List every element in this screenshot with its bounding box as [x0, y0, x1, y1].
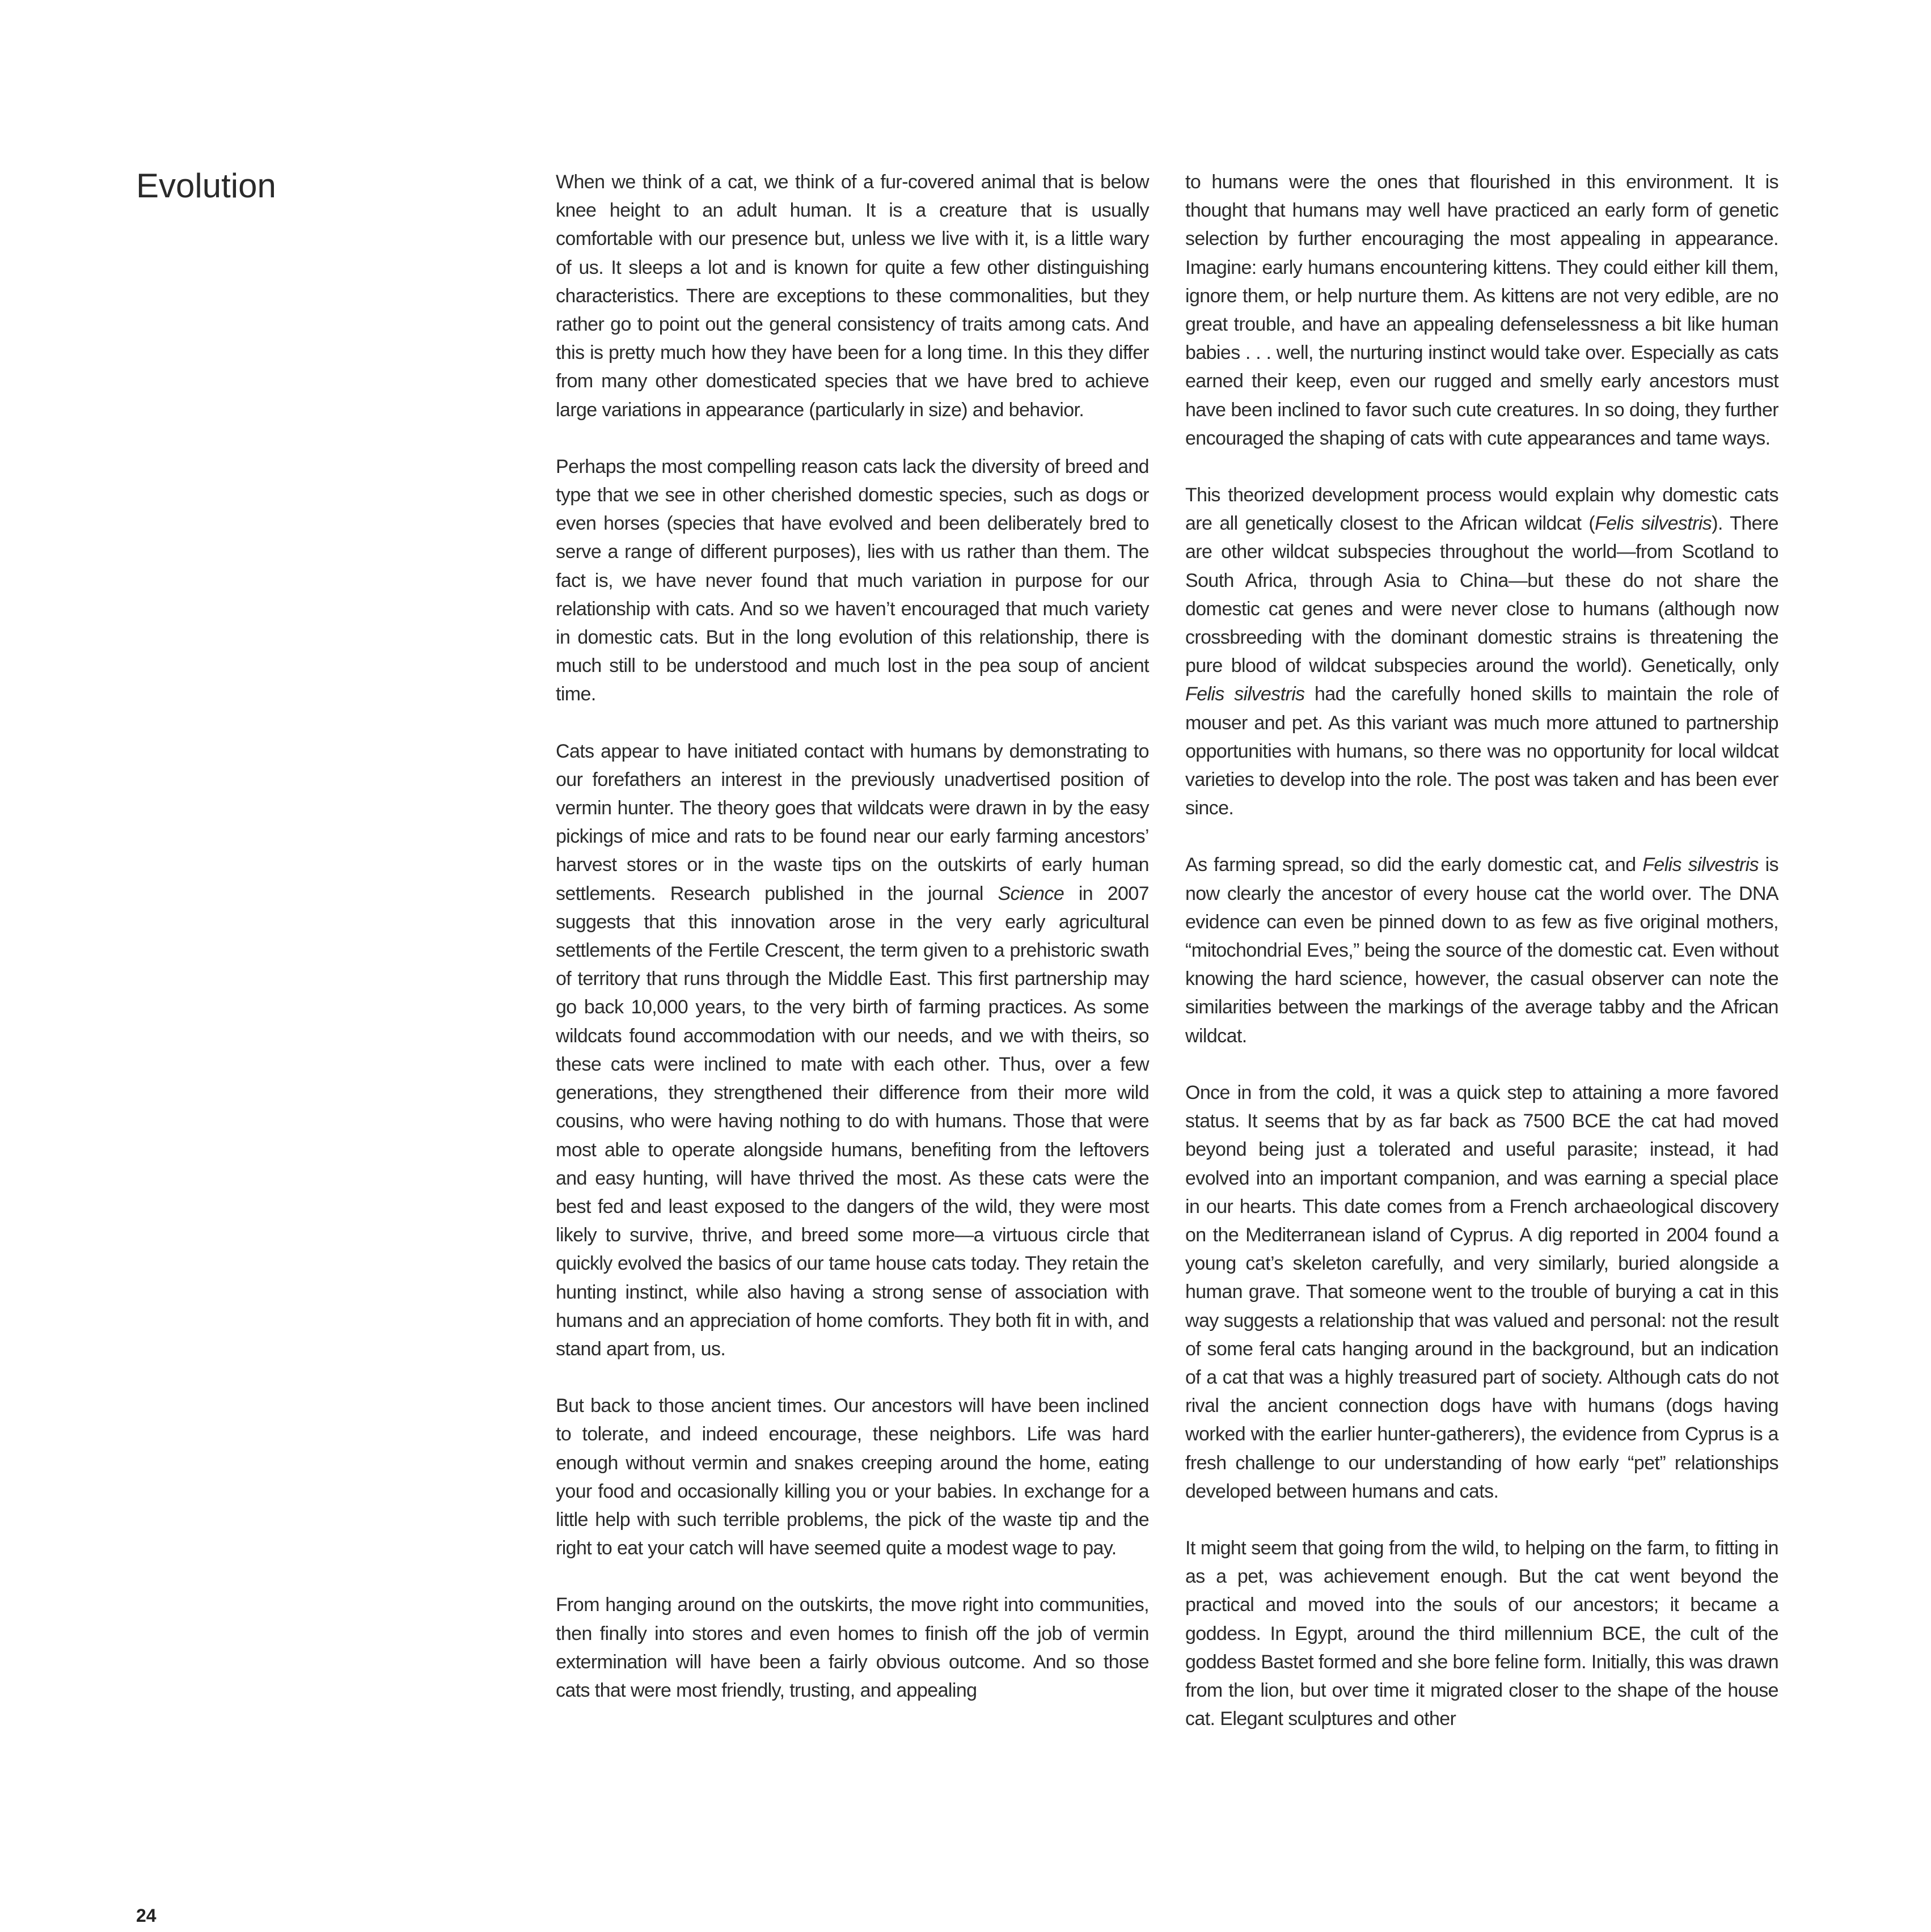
text-column-right: [1185, 168, 1778, 1761]
paragraph-text: But back to those ancient times. Our ancestors will have been inclined to tolerate, and indeed encourage, these neighbors. Life was hard enough without vermin and snakes creeping around the home, eating your food and occasionally killing you or your babies. In exchange for a little help with such terrible problems, the pick of the waste tip and the right to eat your catch will have seemed quite a modest wage to pay.: [556, 1395, 1149, 1559]
body-paragraph: [556, 737, 1149, 1363]
paragraph-text: As farming spread, so did the early domestic cat, and: [1185, 854, 1643, 876]
paragraph-text: Once in from the cold, it was a quick step to attaining a more favored status. It seems that by as far back as 7500 BCE the cat had moved beyond being just a tolerated and useful parasite; instead, it had evolved into an important companion, and was earning a special place in our hearts. This date comes from a French archaeological discovery on the Mediterranean island of Cyprus. A dig reported in 2004 found a young cat’s skeleton carefully, and very similarly, buried alongside a human grave. That someone went to the trouble of burying a cat in this way suggests a relationship that was valued and personal: not the result of some feral cats hanging around in the background, but an indication of a cat that was a highly treasured part of society. Although cats do not rival the ancient connection dogs have with humans (dogs having worked with the earlier hunter-gatherers), the evidence from Cyprus is a fresh challenge to our understanding of how early “pet” relationships developed between humans and cats.: [1185, 1081, 1778, 1502]
paragraph-text: had the carefully honed skills to maintain the role of mouser and pet. As this variant was much more attuned to partnership opportunities with humans, so there was no opportunity for local wildcat varieties to develop into the role. The post was taken and has been ever since.: [1185, 683, 1778, 819]
paragraph-text: to humans were the ones that flourished in this environment. It is thought that humans may well have practiced an early form of genetic selection by further encouraging the most appealing in appearance. Imagine: early humans encountering kittens. They could either kill them, ignore them, or help nurture them. As kittens are not very edible, are no great trouble, and have an appealing defenselessness a bit like human babies . . . well, the nurturing instinct would take over. Especially as cats earned their keep, even our rugged and smelly early ancestors must have been inclined to favor such cute creatures. In so doing, they further encouraged the shaping of cats with cute appearances and tame ways.: [1185, 171, 1778, 449]
paragraph-text: When we think of a cat, we think of a fur-covered animal that is below knee height to an adult human. It is a creature that is usually comfortable with our presence but, unless we live with it, is a little wary of us. It sleeps a lot and is known for quite a few other distinguishing characteristics. There are exceptions to these commonalities, but they rather go to point out the general consistency of traits among cats. And this is pretty much how they have been for a long time. In this they differ from many other domesticated species that we have bred to achieve large variations in appearance (particularly in size) and behavior.: [556, 171, 1149, 421]
page-title: Evolution: [136, 167, 276, 205]
paragraph-text: This theorized development process would explain why domestic cats are all genetically closest to the African wildcat (: [1185, 484, 1778, 535]
paragraph-text: It might seem that going from the wild, to helping on the farm, to fitting in as a pet, was achievement enough. But the cat went beyond the practical and moved into the souls of our ancestors; it became a goddess. In Egypt, around the third millennium BCE, the cult of the goddess Bastet formed and she bore feline form. Initially, this was drawn from the lion, but over time it migrated closer to the shape of the house cat. Elegant sculptures and other: [1185, 1537, 1779, 1730]
paragraph-text: Perhaps the most compelling reason cats lack the diversity of breed and type that we see in other cherished domestic species, such as dogs or even horses (species that have evolved and been deliberately bred to serve a range of different purposes), lies with us rather than them. The fact is, we have never found that much variation in purpose for our relationship with cats. And so we haven’t encouraged that much variety in domestic cats. But in the long evolution of this relationship, there is much still to be understood and much lost in the pea soup of ancient time.: [556, 455, 1149, 705]
italic-term: Felis silvestris: [1642, 854, 1759, 876]
text-column-left: [556, 168, 1149, 1733]
italic-term: Science: [998, 882, 1064, 904]
paragraph-text: ). There are other wildcat subspecies throughout the world—from Scotland to South Africa, through Asia to China—but these do not share the domestic cat genes and were never close to humans (although now crossbreeding with the dominant domestic strains is threatening the pure blood of wildcat subspecies around the world). Genetically, only: [1185, 513, 1778, 677]
body-paragraph: [1185, 851, 1778, 1050]
paragraph-text: From hanging around on the outskirts, the move right into communities, then finally into stores and even homes to finish off the job of vermin extermination will have been a fairly obvious outcome. And so those cats that were most friendly, trusting, and appealing: [556, 1594, 1149, 1701]
italic-term: Felis silvestris: [1595, 513, 1712, 535]
body-paragraph: [556, 1392, 1149, 1562]
body-paragraph: [1185, 1534, 1778, 1733]
paragraph-text: is now clearly the ancestor of every house cat the world over. The DNA evidence can even be pinned down to as few as five original mothers, “mitochondrial Eves,” being the source of the domestic cat. Even without knowing the hard science, however, the casual observer can note the similarities between the markings of the average tabby and the African wildcat.: [1185, 854, 1778, 1047]
body-paragraph: [556, 453, 1149, 709]
page-number: 24: [136, 1905, 157, 1926]
paragraph-text: Cats appear to have initiated contact with humans by demonstrating to our forefathers an interest in the previously unadvertised position of vermin hunter. The theory goes that wildcats were drawn in by the easy pickings of mice and rats to be found near our early farming ancestors’ harvest stores or in the waste tips on the outskirts of early human settlements. Research published in the journal: [556, 740, 1149, 904]
body-paragraph: [1185, 168, 1778, 453]
body-paragraph: [556, 168, 1149, 424]
body-paragraph: [1185, 481, 1778, 822]
body-paragraph: [1185, 1079, 1778, 1506]
body-paragraph: [556, 1591, 1149, 1705]
paragraph-text: in 2007 suggests that this innovation arose in the very early agricultural settlements of the Fertile Crescent, the term given to a prehistoric swath of territory that runs through the Middle East. This first partnership may go back 10,000 years, to the very birth of farming practices. As some wildcats found accommodation with our needs, and we with theirs, so these cats were inclined to mate with each other. Thus, over a few generations, they strengthened their difference from their more wild cousins, who were having nothing to do with humans. Those that were most able to operate alongside humans, benefiting from the leftovers and easy hunting, will have thrived the most. As these cats were the best fed and least exposed to the dangers of the wild, they were most likely to survive, thrive, and breed some more—a virtuous circle that quickly evolved the basics of our tame house cats today. They retain the hunting instinct, while also having a strong sense of association with humans and an appreciation of home comforts. They both fit in with, and stand apart from, us.: [556, 882, 1149, 1360]
italic-term: Felis silvestris: [1185, 683, 1305, 705]
